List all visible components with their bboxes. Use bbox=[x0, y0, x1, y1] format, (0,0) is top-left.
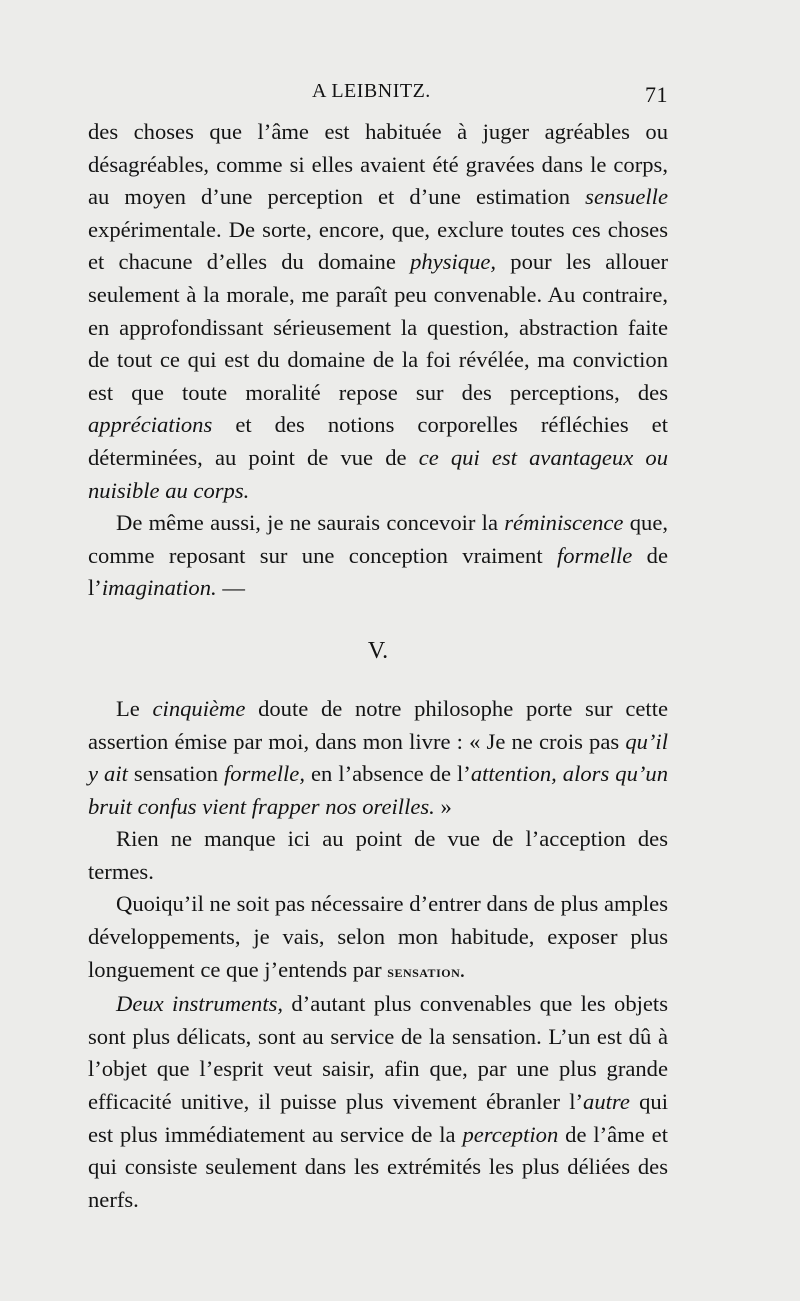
running-head: A LEIBNITZ. bbox=[312, 80, 431, 102]
paragraph-3: Le cinquième doute de notre philosophe porte sur cette assertion émise par moi, dans mon livre : « Je ne crois pas qu’il y ait sensation formelle, en l’absence de l’attention, alors qu’un bruit confus vient frapper nos oreilles. » bbox=[88, 695, 668, 819]
section-heading: V. bbox=[367, 637, 389, 664]
paragraph-6: Deux instruments, d’autant plus convenables que les objets sont plus délicats, sont au service de la sensation. L’un est dû à l’objet que l’esprit veut saisir, afin que, par une plus grande efficacité unitive, il puisse plus vivement ébranler l’autre qui est plus immédiatement au service de la perception de l’âme et qui consiste seulement dans les extrémités les plus déliées des nerfs. bbox=[88, 991, 668, 1212]
paragraph-1: des choses que l’âme est habituée à juger agréables ou désagréables, comme si elles avaient été gravées dans le corps, au moyen d’une perception et d’une estimation sensuelle expérimentale. De sorte, encore, que, exclure toutes ces choses et chacune d’elles du domaine physique, pour les allouer seulement à la morale, me paraît peu convenable. Au contraire, en approfondissant sérieusement la question, abstraction faite de tout ce qui est du domaine de la foi révélée, ma conviction est que toute moralité repose sur des perceptions, des appréciations et des notions corporelles réfléchies et déterminées, au point de vue de ce qui est avantageux ou nuisible au corps. bbox=[88, 119, 669, 503]
paragraph-4: Rien ne manque ici au point de vue de l’acception des termes. bbox=[88, 826, 668, 884]
page-number: 71 bbox=[645, 82, 668, 107]
paragraph-2: De même aussi, je ne saurais concevoir la réminiscence que, comme reposant sur une conception vraiment formelle de l’imagination. — bbox=[88, 510, 669, 601]
paragraph-5: Quoiqu’il ne soit pas nécessaire d’entrer dans de plus amples développements, je vais, selon mon habitude, exposer plus longuement ce que j’entends par sensation. bbox=[88, 891, 668, 982]
body-text bbox=[88, 116, 668, 1216]
